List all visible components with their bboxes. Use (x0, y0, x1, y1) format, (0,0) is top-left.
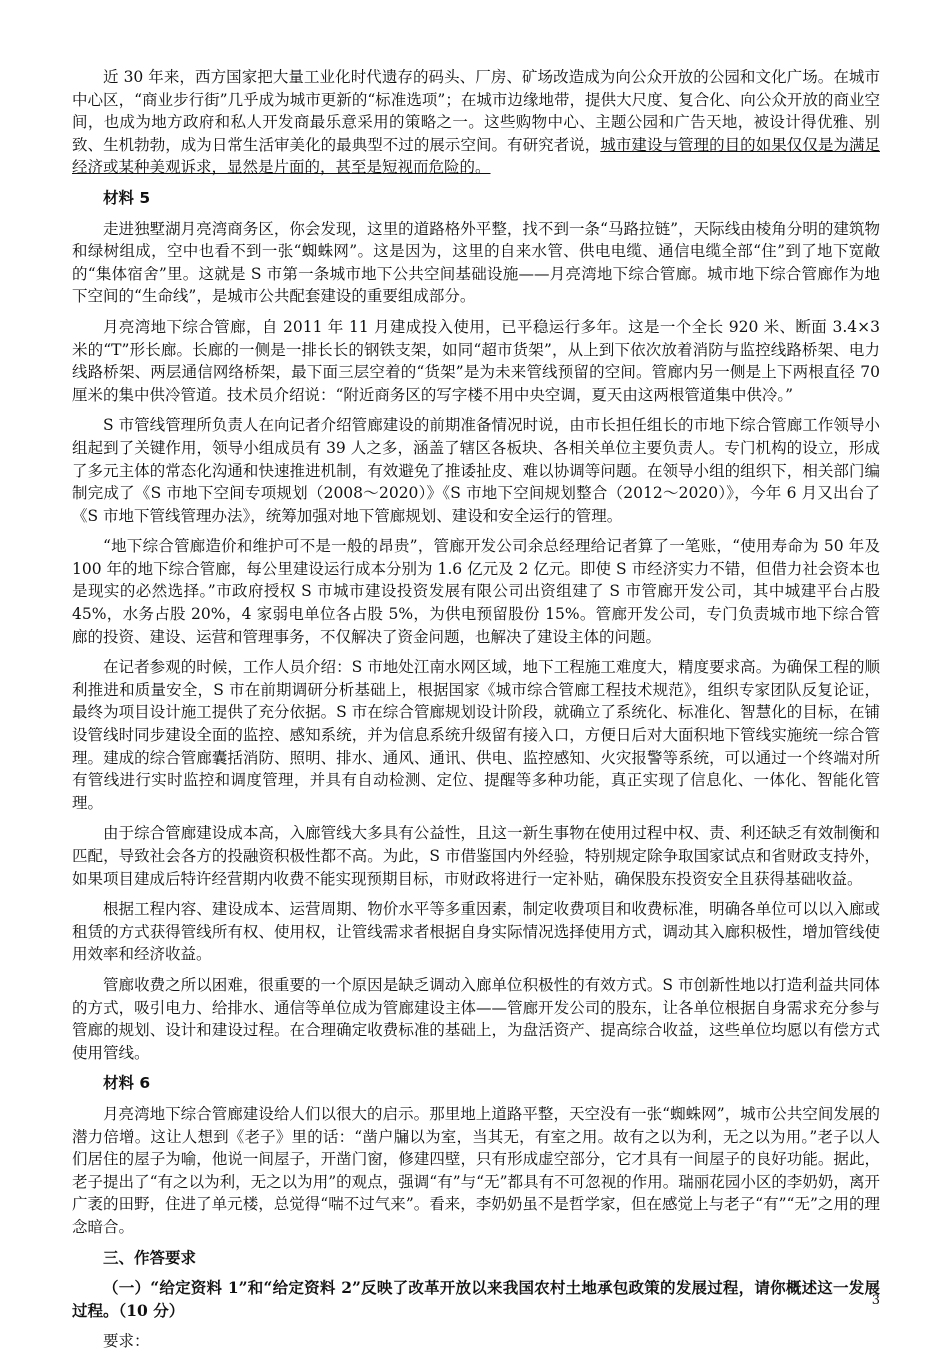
material-6-heading: 材料 6 (103, 1074, 151, 1093)
material-5-paragraph-4: “地下综合管廊造价和维护可不是一般的昂贵”，管廊开发公司余总经理给记者算了一笔账，“使用寿命为 50 年及 100 年的地下综合管廊，每公里建设运行成本分别为 1.6 亿元及 2 亿元。即使 S 市经济实力不错，但借力社会资本也是现实的必然选择。”市政府授权 S 市城市建设投资发展有限公司出资组建了 S 市管廊开发公司，其中城建平台占股 45%，水务占股 20%，4 家弱电单位各占股 5%，为供电预留股份 15%。管廊开发公司，专门负责城市地下综合管廊的投资、建设、运营和管理事务，不仅解决了资金问题，也解决了建设主体的问题。 (72, 537, 880, 646)
question-1: （一）“给定资料 1”和“给定资料 2”反映了改革开放以来我国农村土地承包政策的发展过程，请你概述这一发展过程。（10 分） (72, 1278, 880, 1320)
material-5-paragraph-3: S 市管线管理所负责人在向记者介绍管廊建设的前期准备情况时说，由市长担任组长的市地下综合管廊工作领导小组起到了关键作用，领导小组成员有 39 人之多，涵盖了辖区各板块、各相关单位主要负责人。专门机构的设立，形成了多元主体的常态化沟通和快速推进机制，有效避免了推诿扯皮、难以协调等问题。在领导小组的组织下，相关部门编制完成了《S 市地下空间专项规划（2008～2020）》《S 市地下空间规划整合（2012～2020）》，今年 6 月又出台了《S 市地下管线管理办法》，统筹加强对地下管廊规划、建设和安全运行的管理。 (72, 416, 880, 525)
intro-underlined-text: 城市建设与管理的目的如果仅仅是为满足经济或某种美观诉求，显然是片面的，甚至是短视而危险的。 (72, 135, 880, 177)
material-5-paragraph-2: 月亮湾地下综合管廊，自 2011 年 11 月建成投入使用，已平稳运行多年。这是一个全长 920 米、断面 3.4×3 米的“T”形长廊。长廊的一侧是一排长长的钢铁支架，如同“超市货架”，从上到下依次放着消防与监控线路桥架、电力线路桥架、两层通信网络桥架，最下面三层空着的“货架”是为未来管线预留的空间。管廊内另一侧是上下两根直径 70 厘米的集中供冷管道。技术员介绍说：“附近商务区的写字楼不用中央空调，夏天由这两根管道集中供冷。” (72, 317, 880, 404)
document-page (72, 66, 880, 1361)
page-number: 3 (871, 1293, 880, 1308)
material-5-heading: 材料 5 (103, 188, 151, 207)
intro-paragraph (72, 66, 880, 179)
material-5-paragraph-1: 走进独墅湖月亮湾商务区，你会发现，这里的道路格外平整，找不到一条“马路拉链”，天际线由棱角分明的建筑物和绿树组成，空中也看不到一张“蜘蛛网”。这是因为，这里的自来水管、供电电缆、通信电缆全部“住”到了地下宽敞的“集体宿舍”里。这就是 S 市第一条城市地下公共空间基础设施——月亮湾地下综合管廊。城市地下综合管廊作为地下空间的“生命线”，是城市公共配套建设的重要组成部分。 (72, 219, 880, 306)
material-5-paragraph-7: 根据工程内容、建设成本、运营周期、物价水平等多重因素，制定收费项目和收费标准，明确各单位可以以入廊或租赁的方式获得管线所有权、使用权，让管线需求者根据自身实际情况选择使用方式，调动其入廊积极性，增加管线使用效率和经济收益。 (72, 900, 880, 964)
intro-text: 近 30 年来，西方国家把大量工业化时代遗存的码头、厂房、矿场改造成为向公众开放的公园和文化广场。在城市中心区，“商业步行街”几乎成为城市更新的“标准选项”；在城市边缘地带，提供大尺度、复合化、向公众开放的商业空间，也成为地方政府和私人开发商最乐意采用的策略之一。这些购物中心、主题公园和广告天地，被设计得优雅、别致、生机勃勃，成为日常生活审美化的最典型不过的展示空间。有研究者说， (72, 68, 880, 154)
section-3-heading: 三、作答要求 (103, 1248, 197, 1267)
material-5-paragraph-5: 在记者参观的时候，工作人员介绍：S 市地处江南水网区域，地下工程施工难度大，精度要求高。为确保工程的顺利推进和质量安全，S 市在前期调研分析基础上，根据国家《城市综合管廊工程技术规范》，组织专家团队反复论证，最终为项目设计施工提供了充分依据。S 市在综合管廊规划设计阶段，就确立了系统化、标准化、智慧化的目标，在铺设管线时同步建设全面的监控、感知系统，并为信息系统升级留有接入口，方便日后对大面积地下管线实施统一综合管理。建成的综合管廊囊括消防、照明、排水、通风、通讯、供电、监控感知、火灾报警等系统，可以通过一个终端对所有管线进行实时监控和调度管理，并具有自动检测、定位、提醒等多种功能，真正实现了信息化、一体化、智能化管理。 (72, 658, 880, 812)
material-5-paragraph-6: 由于综合管廊建设成本高，入廊管线大多具有公益性，且这一新生事物在使用过程中权、责、利还缺乏有效制衡和匹配，导致社会各方的投融资积极性都不高。为此，S 市借鉴国内外经验，特别规定除争取国家试点和省财政支持外，如果项目建成后特许经营期内收费不能实现预期目标，市财政将进行一定补贴，确保股东投资安全且获得基础收益。 (72, 824, 880, 888)
material-6-paragraph-1: 月亮湾地下综合管廊建设给人们以很大的启示。那里地上道路平整，天空没有一张“蜘蛛网”，城市公共空间发展的潜力倍增。这让人想到《老子》里的话：“凿户牖以为室，当其无，有室之用。故有之以为利，无之以为用。”老子以人们居住的屋子为喻，他说一间屋子，开凿门窗，修建四壁，只有形成虚空部分，它才具有一间屋子的良好功能。据此，老子提出了“有之以为利，无之以为用”的观点，强调“有”与“无”都具有不可忽视的作用。瑞丽花园小区的李奶奶，离开广袤的田野，住进了单元楼，总觉得“喘不过气来”。看来，李奶奶虽不是哲学家，但在感觉上与老子“有”“无”之用的理念暗合。 (72, 1104, 880, 1236)
material-5-paragraph-8: 管廊收费之所以困难，很重要的一个原因是缺乏调动入廊单位积极性的有效方式。S 市创新性地以打造利益共同体的方式，吸引电力、给排水、通信等单位成为管廊建设主体——管廊开发公司的股东，让各单位根据自身需求充分参与管廊的规划、设计和建设过程。在合理确定收费标准的基础上，为盘活资产、提高综合收益，这些单位均愿以有偿方式使用管线。 (72, 975, 880, 1062)
requirement-label: 要求： (103, 1332, 150, 1351)
